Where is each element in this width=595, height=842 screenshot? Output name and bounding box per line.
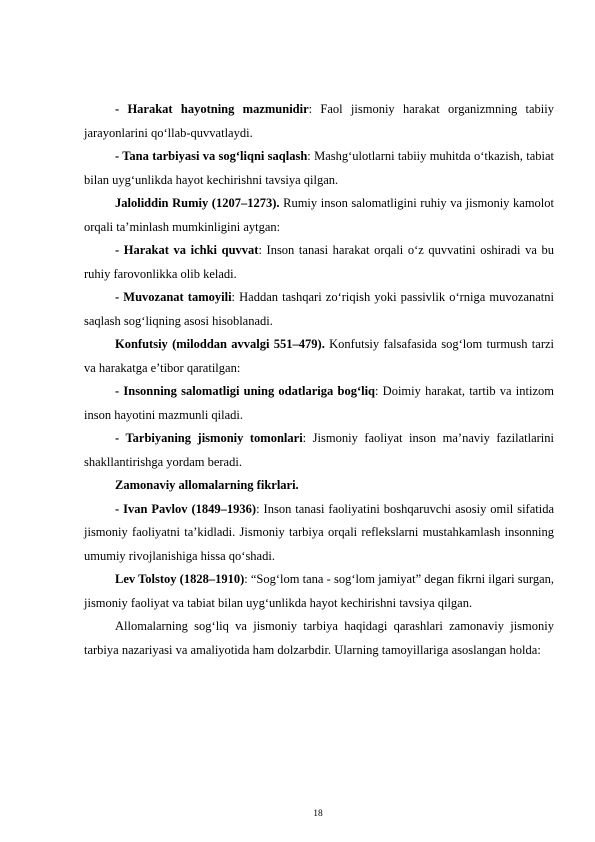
paragraph-heading: Jaloliddin Rumiy (1207–1273). [115, 196, 280, 210]
paragraph-text: Allomalarning sog‘liq va jismoniy tarbiya haqidagi qarashlari zamonaviy jismoniy tarbiya nazariyasi va amaliyotida ham dolzarbdir. Ularning tamoyillariga asoslangan holda: [84, 619, 554, 657]
paragraph-rumiy [84, 192, 554, 239]
paragraph-text: : Doimiy harakat, tartib va intizom inson hayotini mazmunli qiladi. [84, 384, 554, 422]
paragraph-text: : Haddan tashqari zo‘riqish yoki passivlik o‘rniga muvozanatni saqlash sog‘liqning asosi hisoblanadi. [84, 290, 554, 328]
paragraph-heading: - Tarbiyaning jismoniy tomonlari [115, 431, 303, 445]
paragraph-pavlov [84, 498, 554, 569]
paragraph-heading: - Harakat hayotning mazmunidir [115, 102, 309, 116]
paragraph-heading: Konfutsiy (miloddan avvalgi 551–479). [115, 337, 325, 351]
paragraph-konfutsiy [84, 333, 554, 380]
paragraph-xulosa [84, 615, 554, 662]
paragraph-text: : “Sog‘lom tana - sog‘lom jamiyat” degan fikrni ilgari surgan, jismoniy faoliyat va tabiat bilan uyg‘unlikda hayot kechirishni tavsiya qilgan. [84, 572, 554, 610]
paragraph-heading: - Ivan Pavlov (1849–1936) [115, 501, 257, 516]
paragraph-text: : Faol jismoniy harakat organizmning tabiiy jarayonlarini qo‘llab-quvvatlaydi. [84, 102, 554, 140]
paragraph-tarbiya-tomonlari [84, 427, 554, 474]
section-heading-zamonaviy [84, 474, 554, 498]
paragraph-heading: - Insonning salomatligi uning odatlariga bog‘liq [115, 384, 375, 398]
paragraph-salomatlik-odatlar [84, 380, 554, 427]
paragraph-text: : Mashg‘ulotlarni tabiiy muhitda o‘tkazish, tabiat bilan uyg‘unlikda hayot kechirishni tavsiya qilgan. [84, 149, 554, 187]
paragraph-heading: Lev Tolstoy (1828–1910) [115, 572, 245, 586]
paragraph-heading: - Tana tarbiyasi va sog‘liqni saqlash [115, 149, 308, 163]
paragraph-tolstoy [84, 568, 554, 615]
page-body [84, 98, 554, 662]
paragraph-text: : Inson tanasi faoliyatini boshqaruvchi asosiy omil sifatida jismoniy faoliyatni ta’kidladi. Jismoniy tarbiya orqali reflekslarni mustahkamlash insonning umumiy rivojlanishiga hissa qo‘shadi. [84, 501, 554, 563]
page-number: 18 [313, 809, 323, 819]
paragraph-text: Rumiy inson salomatligini ruhiy va jismoniy kamolot orqali ta’minlash mumkinligini aytgan: [84, 196, 554, 234]
paragraph-heading: - Muvozanat tamoyili [115, 290, 232, 304]
paragraph-text: : Inson tanasi harakat orqali o‘z quvvatini oshiradi va bu ruhiy farovonlikka olib keladi. [84, 243, 555, 281]
paragraph-tana-tarbiyasi [84, 145, 554, 192]
paragraph-harakat-quvvat [84, 239, 554, 286]
paragraph-muvozanat [84, 286, 554, 333]
paragraph-text: Konfutsiy falsafasida sog‘lom turmush tarzi va harakatga e’tibor qaratilgan: [84, 337, 554, 375]
paragraph-harakat-hayot [84, 98, 554, 145]
paragraph-text: : Jismoniy faoliyat inson ma’naviy fazilatlarini shakllantirishga yordam beradi. [84, 431, 554, 469]
paragraph-heading: Zamonaviy allomalarning fikrlari. [115, 478, 299, 492]
paragraph-heading: - Harakat va ichki quvvat [115, 243, 259, 257]
